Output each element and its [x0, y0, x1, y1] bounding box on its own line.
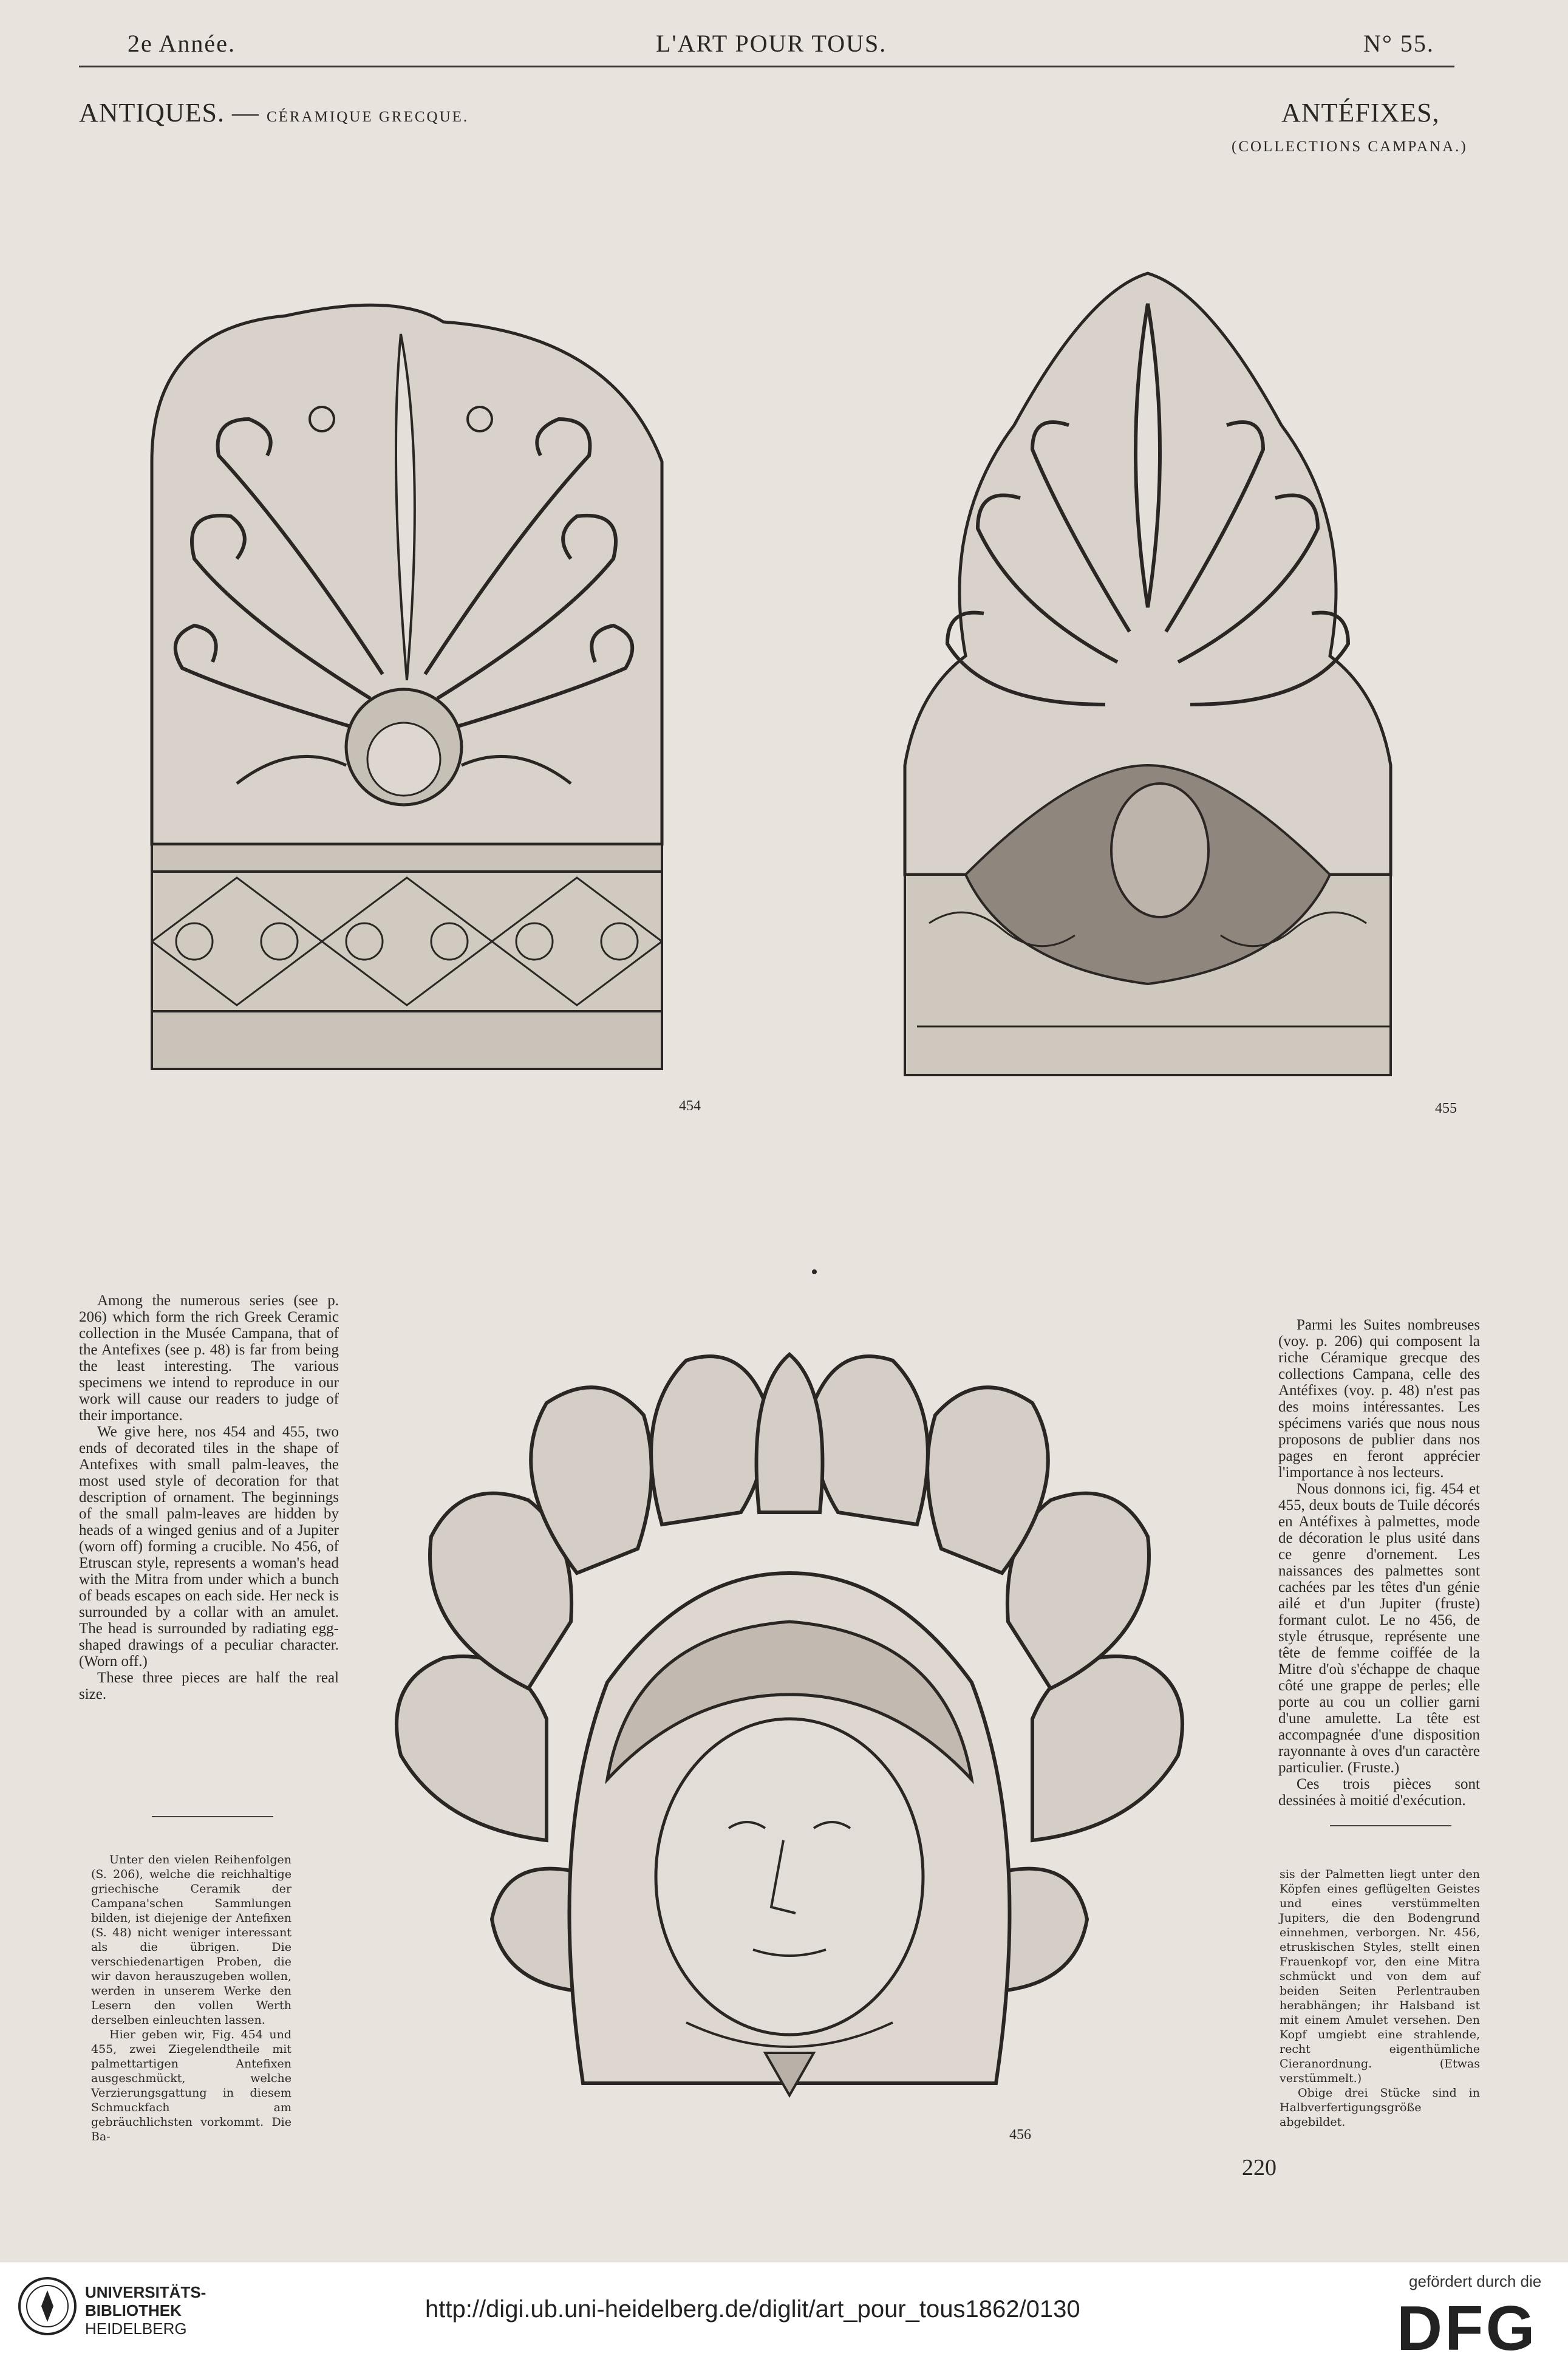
funding-note: gefördert durch die — [1409, 2272, 1542, 2290]
german-left-para-2: Hier geben wir, Fig. 454 und 455, zwei Ziegelendtheile mit palmettartigen Antefixen ausgeschmückt, welche Verzierungsgattung in diesem Schmuckfach am gebräuchlichsten vorkommt. Die Ba- — [91, 2028, 291, 2143]
plate-title: ANTÉFIXES, — [1281, 98, 1440, 128]
french-para-3: Ces trois pièces sont dessinées à moitié d'exécution. — [1278, 1776, 1480, 1809]
right-column-separator — [1330, 1825, 1451, 1826]
source-url-link[interactable]: http://digi.ub.uni-heidelberg.de/diglit/art_pour_tous1862/0130 — [425, 2296, 1080, 2323]
library-name — [85, 2283, 206, 2338]
header-year: 2e Année. — [128, 30, 236, 57]
page-number: 220 — [1242, 2155, 1277, 2180]
french-para-2: Nous donnons ici, fig. 454 et 455, deux bouts de Tuile décorés en Antéfixes à palmettes, mode de décoration le plus usité dans ce genre d'ornement. Les naissances des palmettes sont cachées par les têtes d'un génie ailé et d'un Jupiter (fruste) formant culot. Le no 456, de style étrusque, représente une tête de femme coiffée de la Mitre d'où s'échappe de chaque côté une grappe de perles; elle porte au cou un collier garni d'une amulette. La tête est accompagnée d'une disposition rayonnante à oves d'un caractère particulier. (Fruste.) — [1278, 1481, 1480, 1776]
header-rule — [79, 66, 1454, 67]
french-para-1: Parmi les Suites nombreuses (voy. p. 206) qui composent la riche Céramique grecque des collections Campana, celle des Antéfixes (voy. p. 48) n'est pas des moins intéressantes. Les spécimens variés que nous nous proposons de publier dans nos pages en feront apprécier l'importance à nos lecteurs. — [1278, 1317, 1480, 1481]
section-title — [79, 97, 469, 128]
digitization-footer — [0, 2262, 1568, 2376]
figure-455-label: 455 — [1435, 1101, 1457, 1116]
german-column-right — [1280, 1867, 1480, 2129]
library-line-1: UNIVERSITÄTS- — [85, 2283, 206, 2301]
french-column — [1278, 1317, 1480, 1809]
english-para-2: We give here, nos 454 and 455, two ends of decorated tiles in the shape of Antefixes with small palm-leaves, the most used style of decoration for that description of ornament. The beginnings of the small palm-leaves are hidden by heads of a winged genius and of a Jupiter (worn off) forming a crucible. No 456, of Etruscan style, represents a woman's head with the Mitra from under which a bunch of beads escapes on each side. Her neck is surrounded by a collar with an amulet. The head is surrounded by radiating egg-shaped drawings of a peculiar character. (Worn off.) — [79, 1424, 339, 1670]
english-para-3: These three pieces are half the real size. — [79, 1670, 339, 1702]
german-right-para-1: sis der Palmetten liegt unter den Köpfen eines geflügelten Geistes und eines verstümmelten Jupiters, die den Bodengrund einnehmen, verborgen. Nr. 456, etruskischen Styles, stellt einen Frauenkopf vor, den eine Mitra schmückt und von dem auf beiden Seiten Perlentrauben herabhängen; ihr Halsband ist mit einem Amulet versehen. Den Kopf umgiebt eine strahlende, recht eigenthümliche Cieranordnung. (Etwas verstümmelt.) — [1280, 1868, 1480, 2085]
figure-454-antefix — [140, 279, 686, 1130]
header-title: L'ART POUR TOUS. — [656, 30, 887, 57]
header-number: N° 55. — [1363, 30, 1434, 57]
section-main: ANTIQUES. — — [79, 98, 259, 128]
figure-455-antefix — [893, 267, 1427, 1130]
figure-456-label: 456 — [1009, 2127, 1031, 2143]
german-right-para-2: Obige drei Stücke sind in Halbverfertigungsgröße abgebildet. — [1280, 2086, 1480, 2129]
figure-454-label: 454 — [679, 1098, 701, 1114]
figure-456-antefix — [346, 1294, 1233, 2168]
left-column-separator — [152, 1816, 273, 1817]
english-para-1: Among the numerous series (see p. 206) which form the rich Greek Ceramic collection in the Musée Campana, that of the Antefixes (see p. 48) is far from being the least interesting. The various specimens we intend to reproduce in our work will cause our readers to judge of their importance. — [79, 1292, 339, 1424]
german-column-left — [91, 1852, 291, 2144]
plate-subtitle: (COLLECTIONS CAMPANA.) — [1232, 138, 1468, 155]
dfg-logo: DFG — [1397, 2293, 1538, 2364]
university-seal-icon — [17, 2276, 78, 2337]
center-dot — [812, 1269, 817, 1274]
library-line-2: BIBLIOTHEK — [85, 2301, 182, 2320]
german-left-para-1: Unter den vielen Reihenfolgen (S. 206), welche die reichhaltige griechische Ceramik der Campana'schen Sammlungen bilden, ist diejenige der Antefixen (S. 48) nicht weniger interessant als die übrigen. Die verschiedenartigen Proben, die wir davon herauszugeben wollen, werden in unserem Werke den Lesern den vollen Werth derselben einleuchten lassen. — [91, 1853, 291, 2027]
library-line-3: HEIDELBERG — [85, 2320, 187, 2338]
english-column — [79, 1292, 339, 1702]
section-sub: CÉRAMIQUE GRECQUE. — [266, 109, 469, 125]
